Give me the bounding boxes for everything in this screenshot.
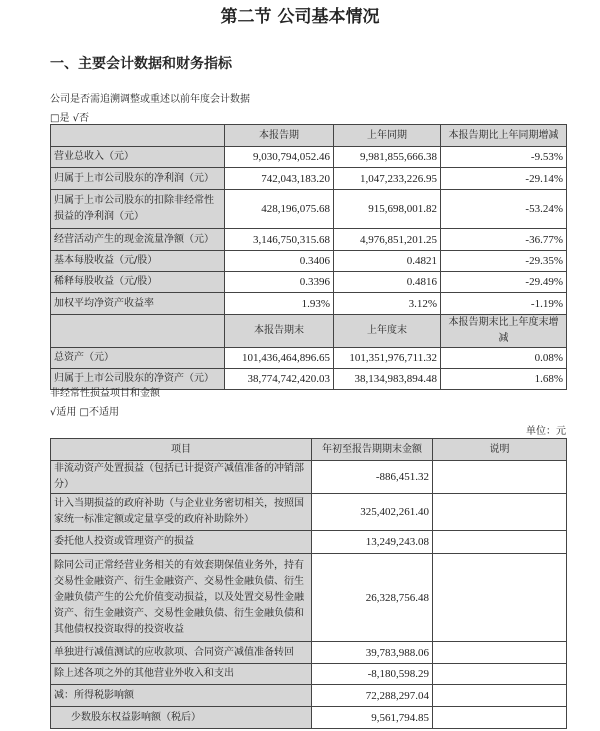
row-label: 除同公司正常经营业务相关的有效套期保值业务外，持有交易性金融资产、衍生金融资产、交易性金融负债、衍生金融负债产生的公允价值变动损益，以及处置交易性金融资产、衍生金融资产、交易性金融负债、衍生金融负债和其他债权投资取得的投资收益	[51, 554, 312, 642]
cell-value: 3.12%	[334, 293, 441, 315]
cell-value: 9,030,794,052.46	[225, 147, 334, 168]
table-row	[51, 293, 567, 315]
cell-value: 说明	[433, 439, 567, 461]
row-label	[51, 315, 225, 348]
header-row	[51, 125, 567, 147]
cell-value	[433, 554, 567, 642]
unit-label: 单位：元	[526, 426, 566, 437]
row-label: 稀释每股收益（元/股）	[51, 272, 225, 293]
cell-value: 101,436,464,896.65	[225, 348, 334, 369]
cell-value: -36.77%	[441, 229, 567, 251]
row-label: 计入当期损益的政府补助（与企业业务密切相关，按照国家统一标准定额或定量享受的政府补助除外）	[51, 494, 312, 531]
table-row	[51, 190, 567, 229]
restatement-question: 公司是否需追溯调整或重述以前年度会计数据	[50, 94, 250, 105]
cell-value: 9,561,794.85	[312, 707, 433, 729]
table-row	[51, 664, 567, 685]
cell-value: -1.19%	[441, 293, 567, 315]
row-label: 归属于上市公司股东的扣除非经常性损益的净利润（元）	[51, 190, 225, 229]
restatement-answer: □是 √否	[50, 113, 89, 124]
cell-value: 325,402,261.40	[312, 494, 433, 531]
row-label: 除上述各项之外的其他营业外收入和支出	[51, 664, 312, 685]
row-label: 基本每股收益（元/股）	[51, 251, 225, 272]
row-label: 归属于上市公司股东的净利润（元）	[51, 168, 225, 190]
applicable-checkbox: √适用 □不适用	[50, 407, 119, 418]
cell-value: 13,249,243.08	[312, 531, 433, 554]
cell-value: -886,451.32	[312, 461, 433, 494]
cell-value: 39,783,988.06	[312, 642, 433, 664]
cell-value	[433, 461, 567, 494]
cell-value: 1.68%	[441, 369, 567, 390]
cell-value: 4,976,851,201.25	[334, 229, 441, 251]
cell-value	[433, 642, 567, 664]
cell-value: 上年同期	[334, 125, 441, 147]
cell-value: -29.49%	[441, 272, 567, 293]
row-label	[51, 125, 225, 147]
nonrecurring-table	[50, 438, 567, 729]
cell-value: -9.53%	[441, 147, 567, 168]
cell-value: 本报告期比上年同期增减	[441, 125, 567, 147]
table-row	[51, 348, 567, 369]
cell-value: 9,981,855,666.38	[334, 147, 441, 168]
table-row	[51, 531, 567, 554]
cell-value	[433, 531, 567, 554]
section-heading: 一、主要会计数据和财务指标	[50, 56, 232, 72]
cell-value: 0.3406	[225, 251, 334, 272]
cell-value: 72,288,297.04	[312, 685, 433, 707]
row-label: 委托他人投资或管理资产的损益	[51, 531, 312, 554]
cell-value: 本报告期	[225, 125, 334, 147]
cell-value: -53.24%	[441, 190, 567, 229]
cell-value: 38,774,742,420.03	[225, 369, 334, 390]
row-label: 加权平均净资产收益率	[51, 293, 225, 315]
table-row	[51, 272, 567, 293]
cell-value: 428,196,075.68	[225, 190, 334, 229]
cell-value: 0.08%	[441, 348, 567, 369]
cell-value: 0.4816	[334, 272, 441, 293]
table-row	[51, 554, 567, 642]
cell-value: 742,043,183.20	[225, 168, 334, 190]
cell-value: 1,047,233,226.95	[334, 168, 441, 190]
cell-value: 上年度末	[334, 315, 441, 348]
cell-value: 0.4821	[334, 251, 441, 272]
table-row	[51, 251, 567, 272]
table-row	[51, 168, 567, 190]
table-row	[51, 685, 567, 707]
cell-value: 26,328,756.48	[312, 554, 433, 642]
table-row	[51, 642, 567, 664]
cell-value	[433, 685, 567, 707]
row-label: 总资产（元）	[51, 348, 225, 369]
cell-value	[433, 494, 567, 531]
table-row	[51, 707, 567, 729]
row-label: 经营活动产生的现金流量净额（元）	[51, 229, 225, 251]
table-row	[51, 461, 567, 494]
cell-value: -29.35%	[441, 251, 567, 272]
cell-value: 3,146,750,315.68	[225, 229, 334, 251]
row-label: 营业总收入（元）	[51, 147, 225, 168]
cell-value: 101,351,976,711.32	[334, 348, 441, 369]
table-row	[51, 147, 567, 168]
cell-value: 1.93%	[225, 293, 334, 315]
row-label: 少数股东权益影响额（税后）	[51, 707, 312, 729]
cell-value: 年初至报告期期末金额	[312, 439, 433, 461]
cell-value: -29.14%	[441, 168, 567, 190]
cell-value: 本报告期末比上年度末增减	[441, 315, 567, 348]
row-label: 归属于上市公司股东的净资产（元）	[51, 369, 225, 390]
row-label: 单独进行减值测试的应收款项、合同资产减值准备转回	[51, 642, 312, 664]
page-title: 第二节 公司基本情况	[220, 7, 380, 27]
row-label: 项目	[51, 439, 312, 461]
header-row	[51, 439, 567, 461]
cell-value: -8,180,598.29	[312, 664, 433, 685]
key-financials-table	[50, 124, 567, 390]
cell-value: 38,134,983,894.48	[334, 369, 441, 390]
row-label: 非流动资产处置损益（包括已计提资产减值准备的冲销部分）	[51, 461, 312, 494]
cell-value: 915,698,001.82	[334, 190, 441, 229]
cell-value: 本报告期末	[225, 315, 334, 348]
table-row	[51, 494, 567, 531]
nonrecurring-title: 非经常性损益项目和金额	[50, 388, 160, 399]
header-row	[51, 315, 567, 348]
cell-value	[433, 707, 567, 729]
table-row	[51, 229, 567, 251]
row-label: 减：所得税影响额	[51, 685, 312, 707]
cell-value	[433, 664, 567, 685]
cell-value: 0.3396	[225, 272, 334, 293]
